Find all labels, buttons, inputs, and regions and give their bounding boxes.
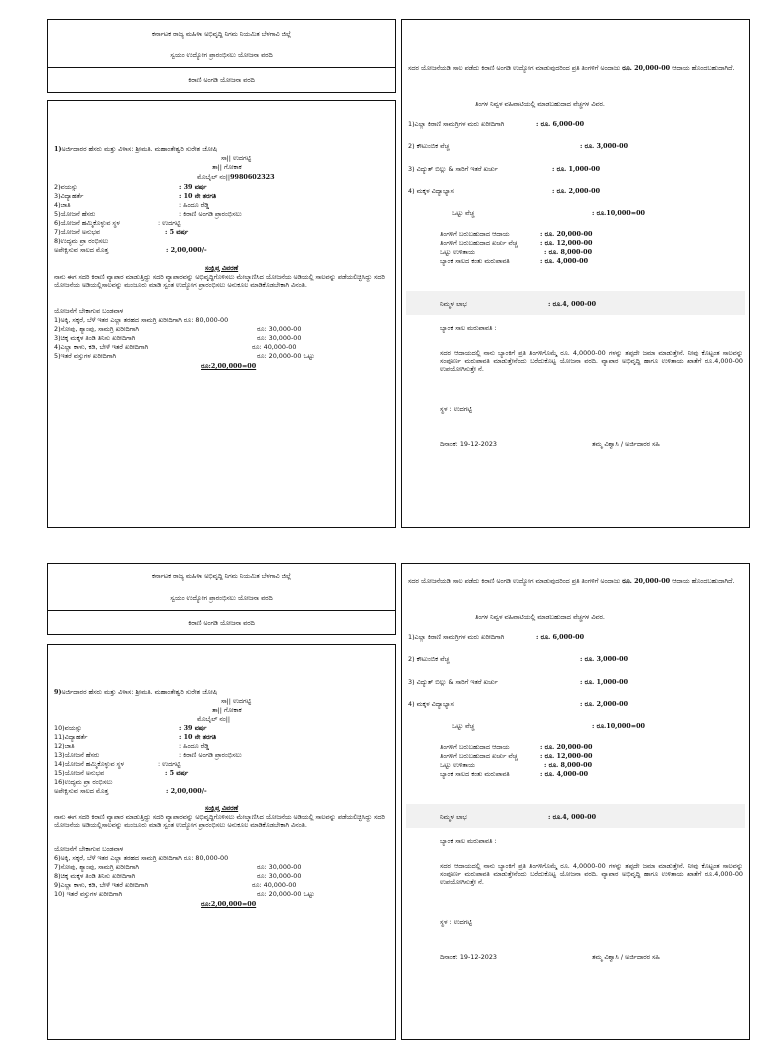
detail-value: : 5 ವರ್ಷ — [165, 228, 189, 236]
detail-value: : ಉದಗಟ್ಟಿ — [158, 760, 181, 768]
cost-item: 7)ಸೋಪು, ಶ್ಯಾಂಪು, ಸಾಮಗ್ರಿ ಖರೀದಿಗಾಗಿ — [54, 863, 139, 871]
detail-value: : 10 ನೇ ತರಗತಿ — [179, 733, 217, 741]
org-name: ಕರ್ನಾಟಕ ರಾಜ್ಯ ಮಹಿಳಾ ಅಭಿವೃದ್ದಿ ನಿಗಮ ನಿಯಮಿತ ಬೆಳಗಾವಿ ಜಿಲ್ಲೆ — [151, 30, 292, 38]
summary-text: ನಾನು ಈಗ ಸದರಿ ಕಿರಾಣಿ ವ್ಯಾಪಾರ ಮಾಡುತ್ತಿದ್ದು ಸದರಿ ವ್ಯಾಪಾರವನ್ನು ಅಭಿವೃದ್ಧಿಗೊಳಿಸಲು ಮೇಲ್ಕಾಣಿಸಿದ ಯೋಜನೆಯ ಅಡಿಯಲ್ಲಿ ಸಾಲವನ್ನು ಪಡೆಯಲಿಚ್ಛಿಸಿದ್ದು ಸದರಿ ಯೋಜನೆಯ ಅಡಿಯಲ್ಲಿಸಾಲವನ್ನು ಮಂಜೂರು ಮಾಡಿ ಸ್ವಂತ ಉದ್ಯೋಗ ಪ್ರಾರಂಭಿಸಲು ಅನುಕೂಲ ಮಾಡಿಕೊಡಬೇಕಾಗಿ ವಿನಂತಿ. — [54, 273, 385, 289]
expenses-heading: ತಿಂಗಳ ನಿವ್ವಳ ವಹಿವಾಟಿಯಲ್ಲಿ ಮಾಡಬಹುದಾದ ವೆಚ್ಚಗಳ ವಿವರ. — [475, 613, 605, 621]
cost-item: 1)ಅಕ್ಕಿ, ಸಕ್ಕರೆ, ಬೆಳೆ ಇತರ ಎಲ್ಲಾ ತರಹದ ಸಾಮಗ್ರಿ ಖರೀದಿಗಾಗಿ ರೂ: 80,000-00 — [54, 316, 229, 324]
detail-label: 4)ಜಾತಿ — [54, 201, 71, 209]
date: ದಿನಾಂಕ: 19-12-2023 — [440, 953, 497, 961]
income-label: ಒಟ್ಟು ಉಳಿತಾಯ — [440, 761, 475, 769]
place: ಸ್ಥಳ : ಉದಗಟ್ಟಿ — [440, 918, 472, 926]
income-value: : ರೂ. 4,000-00 — [540, 257, 589, 265]
detail-value: : ಹಿಂದೂ ರೆಡ್ಡಿ — [179, 742, 210, 750]
detail-label: 3)ವಿದ್ಯಾಹರ್ತೆ — [54, 192, 84, 200]
repay-heading: ಬ್ಯಾಂಕ ಸಾಲ ಮರುಪಾವತಿ : — [440, 324, 497, 332]
detail-value: : 39 ವರ್ಷ — [179, 724, 207, 732]
cost-value: ರೂ: 30,000-00 — [257, 863, 302, 871]
income-value: : ರೂ. 20,000-00 — [540, 743, 593, 751]
cost-item: 3)ಚಿಕ್ಕ ಮಕ್ಕಳ ತಿಂಡಿ ತಿನಿಸು ಖರೀದಿಗಾಗಿ — [54, 334, 136, 342]
name-label: ಅರ್ಜಿದಾರರ ಹೆಸರು ಮತ್ತು ವಿಳಾಸ: — [61, 688, 134, 696]
detail-label: 6)ಯೋಜನೆ ಹಮ್ಮಿಕೊಳ್ಳುವ ಸ್ಥಳ — [54, 219, 120, 227]
applicant-box — [47, 644, 396, 1040]
expense-value: : ರೂ. 3,000-00 — [580, 142, 629, 150]
address-line-2: ತಾ|| ಗೋಕಾಕ — [212, 163, 242, 171]
scheme-name: ಸ್ವಯಂ ಉದ್ಯೋಗ ಪ್ರಾರಂಭಿಸಲು ಯೋಜನಾ ವರದಿ — [170, 51, 273, 59]
detail-value: : 10 ನೇ ತರಗತಿ — [179, 192, 217, 200]
cost-item: 5)ಇತರೆ ವಸ್ತುಗಳ ಖರೀದಿಗಾಗಿ — [54, 352, 117, 360]
detail-label: 7)ಯೋಜನೆ ಅನುಭವ — [54, 228, 101, 236]
expense-value: : ರೂ. 2,000-00 — [580, 700, 629, 708]
income-label: ತಿಂಗಳಿಗೆ ಬರುಬಹುದಾದ ಖರ್ಚು ವೆಚ್ಚ — [440, 752, 518, 760]
income-label: ತಿಂಗಳಿಗೆ ಬರುಬಹುದಾದ ಆದಾಯ — [440, 743, 510, 751]
mobile-value: 9980602323 — [230, 173, 275, 181]
cost-item: 9)ಎಲ್ಲಾ ಕಾಳು, ಕಡಿ, ಬೇಳೆ ಇತರೆ ಖರೀದಿಗಾಗಿ — [54, 881, 149, 889]
expense-label: 2) ಕೌಟುಂಬಿಕ ವೆಚ್ಚ — [408, 142, 450, 150]
expense-value: : ರೂ. 2,000-00 — [552, 187, 601, 195]
cost-value: ರೂ: 20,000-00 ಒಟ್ಟು — [257, 352, 315, 360]
income-label: ತಿಂಗಳಿಗೆ ಬರುಬಹುದಾದ ಖರ್ಚು ವೆಚ್ಚ — [440, 239, 518, 247]
cost-value: ರೂ: 20,000-00 ಒಟ್ಟು — [257, 890, 315, 898]
detail-label: 11)ವಿದ್ಯಾಹರ್ತೆ — [54, 733, 88, 741]
loan-amount-value: : 2,00,000/- — [166, 246, 207, 254]
sheet-2 — [0, 560, 768, 1024]
detail-label: 13)ಯೋಜನೆ ಹೆಸರು — [54, 751, 100, 759]
summary-heading: ಸಂಕ್ಷಿಪ್ತ ವಿವರಣೆ — [204, 804, 239, 812]
income-label: ತಿಂಗಳಿಗೆ ಬರುಬಹುದಾದ ಆದಾಯ — [440, 230, 510, 238]
expense-label: 3) ವಿದ್ಯುತ್ ಬಿಲ್ಲು & ಸಾರಿಗೆ ಇತರೆ ಖರ್ಚು — [408, 678, 498, 686]
income-box — [401, 563, 750, 1040]
income-value: : ರೂ. 20,000-00 — [540, 230, 593, 238]
income-label: ಬ್ಯಾಂಕ ಸಾಲದ ಕಂತು ಮರುಪಾವತಿ — [440, 770, 510, 778]
expense-label: 3) ವಿದ್ಯುತ್ ಬಿಲ್ಲು & ಸಾರಿಗೆ ಇತರೆ ಖರ್ಚು — [408, 165, 498, 173]
repay-text: ಸದರ ಆದಾಯದಲ್ಲಿ ನಾನು ಬ್ಯಾಂಕಿಗೆ ಪ್ರತಿ ತಿಂಗಳಿಗೊಮ್ಮೆ ರೂ. 4,0000-00 ಗಳನ್ನು ತಪ್ಪದೇ ಜಮಾ ಮಾಡುತ್ತೇನೆ. ನೀವು ಕೊಟ್ಟಂತ ಸಾಲವನ್ನು ಸಂಪೂರ್ಣ ಮರುಪಾವತಿ ಮಾಡುತ್ತೇನೆಂದು ಬರೆದುಕೊಟ್ಟ ಯೋಜನಾ ವರದಿ. ವ್ಯಾಪಾರ ಅಭಿವೃದ್ಧಿ ಹಾಗೂ ಉಳಿತಾಯ ಖಾತೆಗೆ ರೂ.4,000-00 ಉಪಯೋಗಿಸುತ್ತೇ ನೆ. — [440, 349, 743, 373]
org-name: ಕರ್ನಾಟಕ ರಾಜ್ಯ ಮಹಿಳಾ ಅಭಿವೃದ್ದಿ ನಿಗಮ ನಿಯಮಿತ ಬೆಳಗಾವಿ ಜಿಲ್ಲೆ — [151, 572, 292, 580]
cost-item: 6)ಅಕ್ಕಿ, ಸಕ್ಕರೆ, ಬೆಳೆ ಇತರ ಎಲ್ಲಾ ತರಹದ ಸಾಮಗ್ರಿ ಖರೀದಿಗಾಗಿ ರೂ: 80,000-00 — [54, 854, 229, 862]
address-line-2: ತಾ|| ಗೋಕಾಕ — [212, 706, 242, 714]
cost-item: 10) ಇತರೆ ವಸ್ತುಗಳ ಖರೀದಿಗಾಗಿ — [54, 890, 123, 898]
cost-value: ರೂ: 40,000-00 — [252, 343, 297, 351]
expense-label: 1)ಎಲ್ಲಾ ಕಿರಾಣಿ ಸಾಮಗ್ರಿಗಳ ಮರು ಖರೀದಿಗಾಗಿ — [408, 633, 505, 641]
detail-value: : 5 ವರ್ಷ — [165, 769, 189, 777]
mobile-row — [197, 715, 230, 723]
name-value: ಶ್ರೀಮತಿ. ಮಹಾಂತೇಶ್ವರಿ ಸುರೇಶ ಜೋಷಿ — [135, 145, 218, 153]
name-value: ಶ್ರೀಮತಿ. ಮಹಾಂತೇಶ್ವರಿ ಸುರೇಶ ಜೋಷಿ — [135, 688, 218, 696]
cost-item: 2)ಸೋಪು, ಶ್ಯಾಂಪು, ಸಾಮಗ್ರಿ ಖರೀದಿಗಾಗಿ — [54, 325, 139, 333]
detail-value: : ಕಿರಾಣಿ ಅಂಗಡಿ ಪ್ರಾರಂಭಿಸಲು — [179, 210, 242, 218]
report-title: ಕಿರಾಣಿ ಅಂಗಡಿ ಯೋಜನಾ ವರದಿ — [188, 619, 255, 627]
total-value: : ರೂ.10,000=00 — [592, 209, 645, 217]
detail-value: : ಉದಗಟ್ಟಿ — [158, 219, 181, 227]
detail-value: : ಕಿರಾಣಿ ಅಂಗಡಿ ಪ್ರಾರಂಭಿಸಲು — [179, 751, 242, 759]
scheme-name: ಸ್ವಯಂ ಉದ್ಯೋಗ ಪ್ರಾರಂಭಿಸಲು ಯೋಜನಾ ವರದಿ — [170, 594, 273, 602]
income-label: ಒಟ್ಟು ಉಳಿತಾಯ — [440, 248, 475, 256]
place: ಸ್ಥಳ : ಉದಗಟ್ಟಿ — [440, 405, 472, 413]
mobile-label: ಮೊಬೈಲ್ ನಂ|| — [197, 715, 231, 723]
repay-heading: ಬ್ಯಾಂಕ ಸಾಲ ಮರುಪಾವತಿ : — [440, 837, 497, 845]
net-value: : ರೂ.4, 000-00 — [548, 300, 597, 308]
applicant-box — [47, 100, 396, 528]
date: ದಿನಾಂಕ: 19-12-2023 — [440, 440, 497, 448]
signature: ತಮ್ಮ ವಿಶ್ವಾಸಿ / ಅರ್ಜಿದಾರರ ಸಹಿ — [592, 440, 660, 448]
income-value: : ರೂ. 8,000-00 — [544, 248, 593, 256]
costs-total: ರೂ:2,00,000=00 — [201, 362, 257, 370]
expense-value: : ರೂ. 6,000-00 — [536, 120, 585, 128]
cost-value: ರೂ: 40,000-00 — [252, 881, 297, 889]
total-label: ಒಟ್ಟು ವೆಚ್ಚ — [452, 209, 475, 217]
income-value: : ರೂ. 4,000-00 — [540, 770, 589, 778]
net-value: : ರೂ.4, 000-00 — [548, 813, 597, 821]
income-value: : ರೂ. 12,000-00 — [540, 239, 593, 247]
address-line-1: ಸಾ|| ಉದಗಟ್ಟಿ — [221, 154, 252, 162]
expense-label: 1)ಎಲ್ಲಾ ಕಿರಾಣಿ ಸಾಮಗ್ರಿಗಳ ಮರು ಖರೀದಿಗಾಗಿ — [408, 120, 505, 128]
name-label: ಅರ್ಜಿದಾರರ ಹೆಸರು ಮತ್ತು ವಿಳಾಸ: — [61, 145, 134, 153]
detail-label: 5)ಯೋಜನೆ ಹೆಸರು — [54, 210, 96, 218]
expense-label: 4) ಮಕ್ಕಳ ವಿದ್ಯಾಭ್ಯಾಸ — [408, 700, 454, 708]
income-label: ಬ್ಯಾಂಕ ಸಾಲದ ಕಂತು ಮರುಪಾವತಿ — [440, 257, 510, 265]
net-label: ನಿಮ್ಮಳ ಲಾಭ — [440, 813, 467, 821]
cost-item: 4)ಎಲ್ಲಾ ಕಾಳು, ಕಡಿ, ಬೇಳೆ ಇತರೆ ಖರೀದಿಗಾಗಿ — [54, 343, 149, 351]
loan-amount-value: : 2,00,000/- — [166, 787, 207, 795]
mobile-row — [197, 173, 275, 181]
detail-label: 14)ಯೋಜನೆ ಹಮ್ಮಿಕೊಳ್ಳುವ ಸ್ಥಳ — [54, 760, 124, 768]
detail-value: : ಹಿಂದೂ ರೆಡ್ಡಿ — [179, 201, 210, 209]
expense-label: 4) ಮಕ್ಕಳ ವಿದ್ಯಾಭ್ಯಾಸ — [408, 187, 454, 195]
name-row: 1)ಅರ್ಜಿದಾರರ ಹೆಸರು ಮತ್ತು ವಿಳಾಸ: ಶ್ರೀಮತಿ. ಮಹಾಂತೇಶ್ವರಿ ಸುರೇಶ ಜೋಷಿ — [54, 145, 218, 153]
mobile-label: ಮೊಬೈಲ್ ನಂ|| — [197, 173, 231, 181]
address-line-1: ಸಾ|| ಉದಗಟ್ಟಿ — [221, 697, 252, 705]
detail-label: 16)ಉದ್ಯಮ ಪ್ರಾ ರಂಭಿಸಲು — [54, 778, 113, 786]
detail-label: ಅಪೇಕ್ಷಿಸುವ ಸಾಲದ ಮೊತ್ತ — [54, 787, 109, 795]
name-row: 9)ಅರ್ಜಿದಾರರ ಹೆಸರು ಮತ್ತು ವಿಳಾಸ: ಶ್ರೀಮತಿ. ಮಹಾಂತೇಶ್ವರಿ ಸುರೇಶ ಜೋಷಿ — [54, 688, 218, 696]
detail-label: 8)ಉದ್ಯಮ ಪ್ರಾ ರಂಭಿಸಲು — [54, 237, 109, 245]
income-box — [401, 19, 750, 528]
detail-label: ಅಪೇಕ್ಷಿಸುವ ಸಾಲದ ಮೊತ್ತ — [54, 246, 109, 254]
detail-value: : 39 ವರ್ಷ — [179, 183, 207, 191]
intro-amount: ರೂ. 20,000-00 — [622, 577, 671, 585]
detail-label: 10)ವಯಸ್ಸು — [54, 724, 82, 732]
expenses-heading: ತಿಂಗಳ ನಿವ್ವಳ ವಹಿವಾಟಿಯಲ್ಲಿ ಮಾಡಬಹುದಾದ ವೆಚ್ಚಗಳ ವಿವರ. — [475, 100, 605, 108]
cost-item: 8)ಚಿಕ್ಕ ಮಕ್ಕಳ ತಿಂಡಿ ತಿನಿಸು ಖರೀದಿಗಾಗಿ — [54, 872, 136, 880]
signature: ತಮ್ಮ ವಿಶ್ವಾಸಿ / ಅರ್ಜಿದಾರರ ಸಹಿ — [592, 953, 660, 961]
expense-value: : ರೂ. 6,000-00 — [536, 633, 585, 641]
summary-text: ನಾನು ಈಗ ಸದರಿ ಕಿರಾಣಿ ವ್ಯಾಪಾರ ಮಾಡುತ್ತಿದ್ದು ಸದರಿ ವ್ಯಾಪಾರವನ್ನು ಅಭಿವೃದ್ಧಿಗೊಳಿಸಲು ಮೇಲ್ಕಾಣಿಸಿದ ಯೋಜನೆಯ ಅಡಿಯಲ್ಲಿ ಸಾಲವನ್ನು ಪಡೆಯಲಿಚ್ಛಿಸಿದ್ದು ಸದರಿ ಯೋಜನೆಯ ಅಡಿಯಲ್ಲಿಸಾಲವನ್ನು ಮಂಜೂರು ಮಾಡಿ ಸ್ವಂತ ಉದ್ಯೋಗ ಪ್ರಾರಂಭಿಸಲು ಅನುಕೂಲ ಮಾಡಿಕೊಡಬೇಕಾಗಿ ವಿನಂತಿ. — [54, 813, 385, 829]
repay-text: ಸದರ ಆದಾಯದಲ್ಲಿ ನಾನು ಬ್ಯಾಂಕಿಗೆ ಪ್ರತಿ ತಿಂಗಳಿಗೊಮ್ಮೆ ರೂ. 4,0000-00 ಗಳನ್ನು ತಪ್ಪದೇ ಜಮಾ ಮಾಡುತ್ತೇನೆ. ನೀವು ಕೊಟ್ಟಂತ ಸಾಲವನ್ನು ಸಂಪೂರ್ಣ ಮರುಪಾವತಿ ಮಾಡುತ್ತೇನೆಂದು ಬರೆದುಕೊಟ್ಟ ಯೋಜನಾ ವರದಿ. ವ್ಯಾಪಾರ ಅಭಿವೃದ್ಧಿ ಹಾಗೂ ಉಳಿತಾಯ ಖಾತೆಗೆ ರೂ.4,000-00 ಉಪಯೋಗಿಸುತ್ತೇ ನೆ. — [440, 862, 743, 886]
total-value: : ರೂ.10,000=00 — [592, 722, 645, 730]
header-box — [47, 19, 396, 93]
net-label: ನಿಮ್ಮಳ ಲಾಭ — [440, 300, 467, 308]
expense-value: : ರೂ. 1,000-00 — [580, 678, 629, 686]
summary-heading: ಸಂಕ್ಷಿಪ್ತ ವಿವರಣೆ — [204, 264, 239, 272]
report-title: ಕಿರಾಣಿ ಅಂಗಡಿ ಯೋಜನಾ ವರದಿ — [188, 76, 255, 84]
cost-value: ರೂ: 30,000-00 — [257, 334, 302, 342]
detail-label: 15)ಯೋಜನೆ ಅನುಭವ — [54, 769, 105, 777]
detail-label: 12)ಜಾತಿ — [54, 742, 75, 750]
detail-label: 2)ವಯಸ್ಸು — [54, 183, 78, 191]
divider — [48, 67, 395, 68]
cost-value: ರೂ: 30,000-00 — [257, 872, 302, 880]
costs-total: ರೂ:2,00,000=00 — [201, 900, 257, 908]
costs-heading: ಯೋಜನೆಗೆ ಬೇಕಾಗುವ ಬಂಡವಾಳ — [54, 307, 124, 315]
expense-value: : ರೂ. 3,000-00 — [580, 655, 629, 663]
income-value: : ರೂ. 8,000-00 — [544, 761, 593, 769]
divider — [48, 610, 395, 611]
expense-label: 2) ಕೌಟುಂಬಿಕ ವೆಚ್ಚ — [408, 655, 450, 663]
cost-value: ರೂ: 30,000-00 — [257, 325, 302, 333]
total-label: ಒಟ್ಟು ವೆಚ್ಚ — [452, 722, 475, 730]
expense-value: : ರೂ. 1,000-00 — [552, 165, 601, 173]
income-intro: ಸದರ ಯೋಜನೆಯಡಿ ಸಾಲ ಪಡೆದು ಕಿರಾಣಿ ಅಂಗಡಿ ಉದ್ಯೋಗ ಮಾಡುವುದರಿಂದ ಪ್ರತಿ ತಿಂಗಳಿಗೆ ಅಂದಾಜು ರೂ. 20,000-00 ಆದಾಯ ಹೊಂದಬಹುದಾಗಿದೆ. — [408, 64, 735, 72]
header-box — [47, 563, 396, 635]
costs-heading: ಯೋಜನೆಗೆ ಬೇಕಾಗುವ ಬಂಡವಾಳ — [54, 845, 124, 853]
income-value: : ರೂ. 12,000-00 — [540, 752, 593, 760]
intro-amount: ರೂ. 20,000-00 — [622, 64, 671, 72]
income-intro: ಸದರ ಯೋಜನೆಯಡಿ ಸಾಲ ಪಡೆದು ಕಿರಾಣಿ ಅಂಗಡಿ ಉದ್ಯೋಗ ಮಾಡುವುದರಿಂದ ಪ್ರತಿ ತಿಂಗಳಿಗೆ ಅಂದಾಜು ರೂ. 20,000-00 ಆದಾಯ ಹೊಂದಬಹುದಾಗಿದೆ. — [408, 577, 735, 585]
